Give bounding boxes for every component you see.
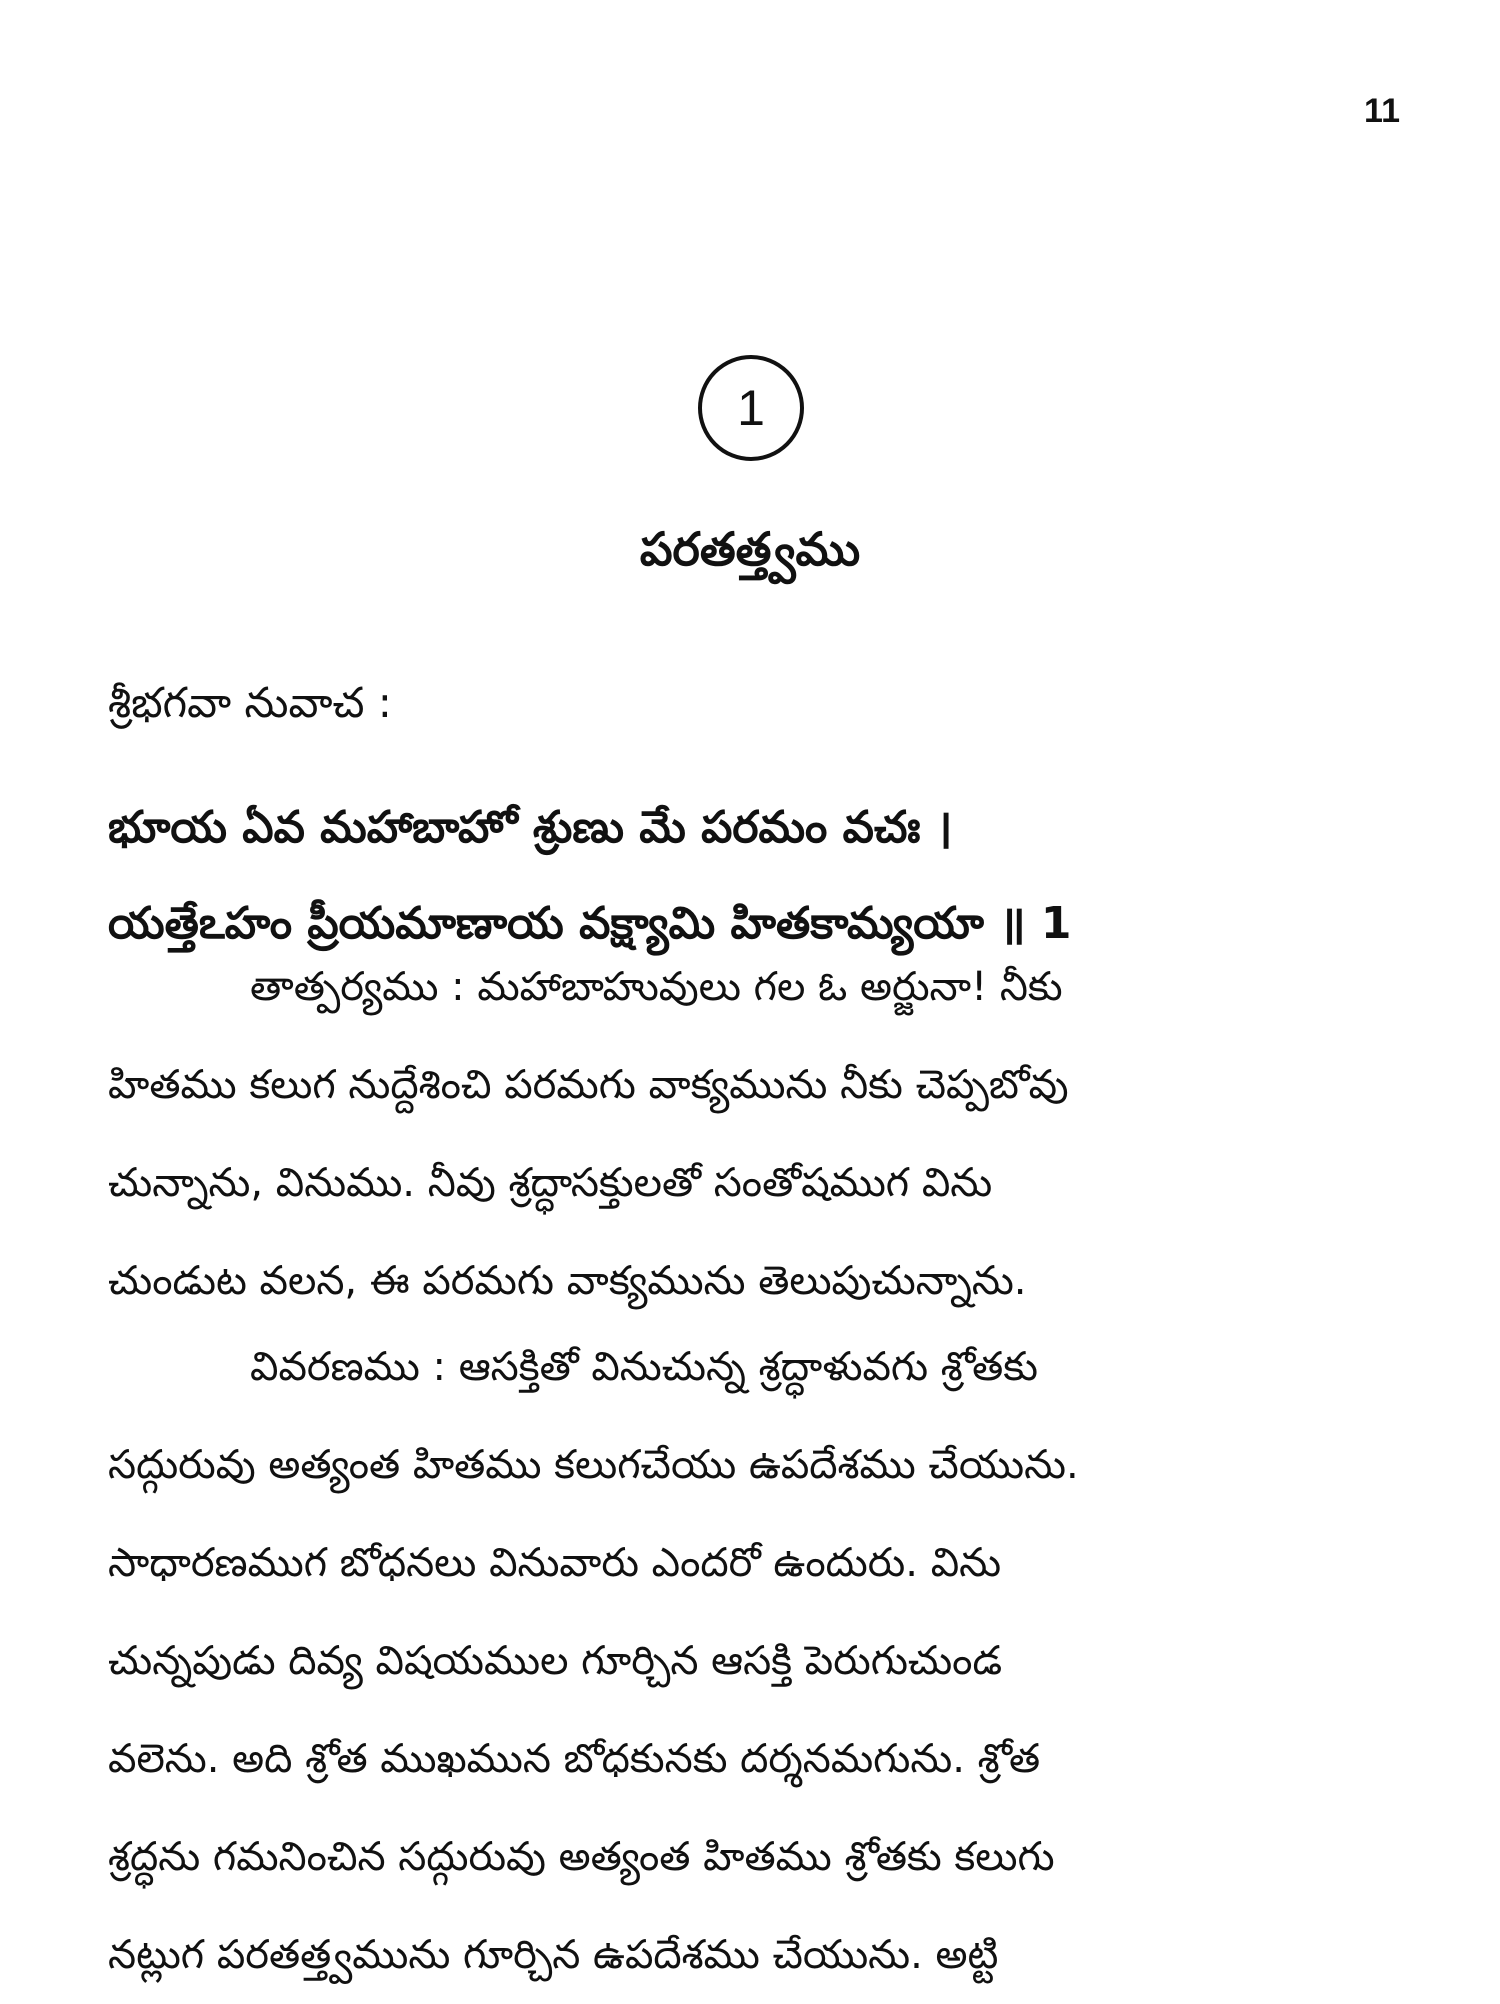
speaker-line: శ్రీభగవా నువాచ : bbox=[108, 678, 392, 727]
paragraph-line: సాధారణముగ బోధనలు వినువారు ఎందరో ఉందురు. విను bbox=[108, 1540, 1002, 1586]
verse-line-1: భూయ ఏవ మహాబాహో శ్రుణు మే పరమం వచః । bbox=[108, 802, 953, 853]
paragraph-line: చుండుట వలన, ఈ పరమగు వాక్యమును తెలుపుచున్నాను. bbox=[108, 1258, 1027, 1304]
paragraph-line: సద్గురువు అత్యంత హితము కలుగచేయు ఉపదేశము చేయును. bbox=[108, 1442, 1079, 1488]
chapter-title: పరతత్త్వము bbox=[639, 522, 861, 576]
page-number: 11 bbox=[1364, 92, 1400, 130]
paragraph-line: నట్లుగ పరతత్త్వమును గూర్చిన ఉపదేశము చేయును. అట్టి bbox=[108, 1932, 999, 1978]
paragraph-line: చున్నపుడు దివ్య విషయముల గూర్చిన ఆసక్తి పెరుగుచుండ bbox=[108, 1638, 1003, 1684]
tatparyam-paragraph bbox=[108, 938, 1408, 1330]
vivaranam-paragraph bbox=[108, 1318, 1408, 2004]
paragraph-line: తాత్పర్యము : మహాబాహువులు గల ఓ అర్జునా! నీకు bbox=[250, 964, 1063, 1010]
paragraph-line: హితము కలుగ నుద్దేశించి పరమగు వాక్యమును నీకు చెప్పబోవు bbox=[108, 1062, 1069, 1108]
paragraph-line: వివరణము : ఆసక్తితో వినుచున్న శ్రద్ధాళువగు శ్రోతకు bbox=[250, 1344, 1039, 1390]
paragraph-line: శ్రద్ధను గమనించిన సద్గురువు అత్యంత హితము శ్రోతకు కలుగు bbox=[108, 1834, 1055, 1880]
paragraph-line: వలెను. అది శ్రోత ముఖమున బోధకునకు దర్శనమగును. శ్రోత bbox=[108, 1736, 1041, 1782]
chapter-number: 1 bbox=[737, 380, 765, 436]
chapter-number-badge bbox=[698, 355, 804, 461]
verse-line-2: యత్తేఽహం ప్రీయమాణాయ వక్ష్యామి హితకామ్యయా ॥ 1 bbox=[108, 898, 1072, 949]
paragraph-line: చున్నాను, వినుము. నీవు శ్రద్ధాసక్తులతో సంతోషముగ విను bbox=[108, 1160, 993, 1206]
